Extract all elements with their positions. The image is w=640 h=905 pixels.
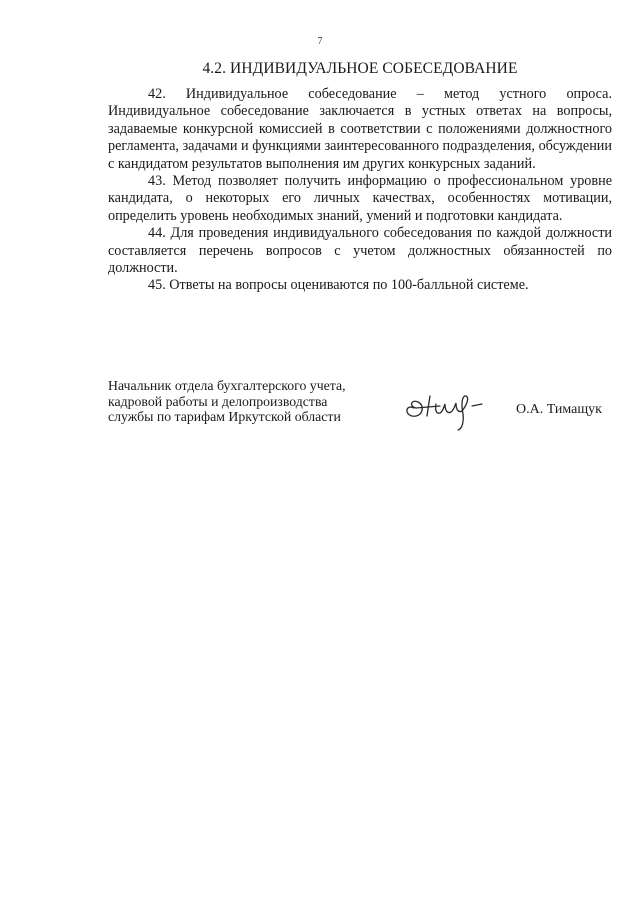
paragraph-43: 43. Метод позволяет получить информацию о профессиональном уровне кандидата, о некоторых его личных качествах, особенностях мотивации, определить уровень необходимых знаний, умений и подготовки кандидата. [108,173,612,224]
signer-name: О.А. Тимащук [516,402,602,417]
section-heading: 4.2. ИНДИВИДУАЛЬНОЕ СОБЕСЕДОВАНИЕ [202,60,518,77]
handwritten-signature [400,384,492,434]
position-line: Начальник отдела бухгалтерского учета, [108,378,346,393]
signatory-position [108,378,346,425]
paragraph-45: 45. Ответы на вопросы оцениваются по 100-балльной системе. [148,277,529,294]
paragraph-44: 44. Для проведения индивидуального собеседования по каждой должности составляется перечень вопросов с учетом должностных обязанностей по должности. [108,225,612,277]
position-line: службы по тарифам Иркутской области [108,409,341,424]
position-line: кадровой работы и делопроизводства [108,393,328,409]
page-number: 7 [317,36,323,47]
paragraph-42: 42. Индивидуальное собеседование – метод устного опроса. Индивидуальное собеседование заключается в устных ответах на вопросы, задаваемые конкурсной комиссией в соответствии с положениями должностного регламента, задачами и функциями заинтересованного подразделения, обсуждении с кандидатом результатов выполнения им других конкурсных заданий. [108,86,612,172]
document-body [108,86,612,295]
